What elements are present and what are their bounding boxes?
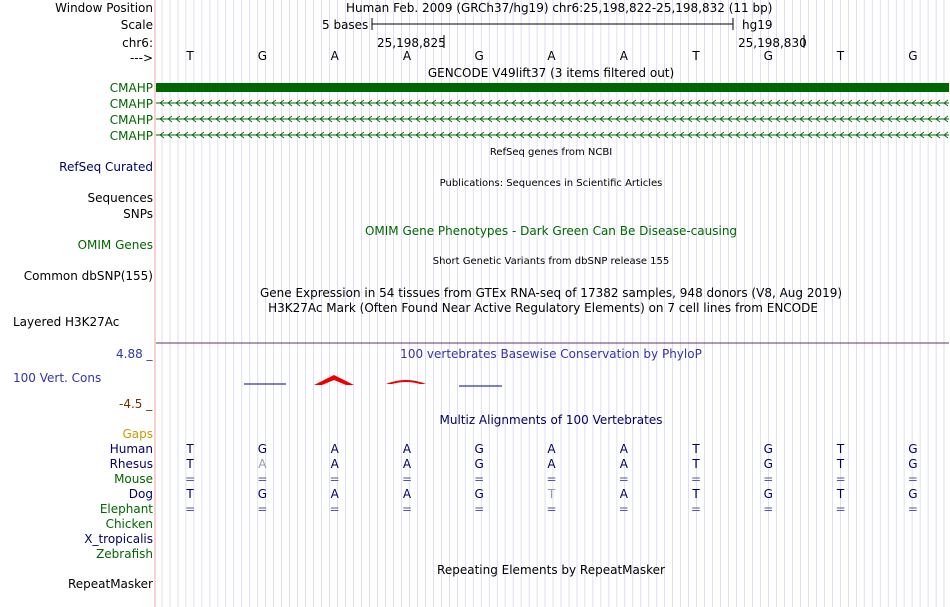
base-10: T xyxy=(836,49,845,63)
common-dbsnp-label[interactable]: Common dbSNP(155) xyxy=(23,269,153,283)
multiz-track-title[interactable]: Multiz Alignments of 100 Vertebrates xyxy=(439,413,663,427)
base-7: A xyxy=(619,49,628,63)
aligned-base: = xyxy=(474,502,485,516)
species-label-human[interactable]: Human xyxy=(109,442,153,456)
aligned-base: = xyxy=(401,472,413,486)
aligned-base: T xyxy=(836,487,845,501)
h3k27ac-track-title[interactable]: H3K27Ac Mark (Often Found Near Active Regulatory Elements) on 7 cell lines from ENCODE xyxy=(268,301,818,315)
aligned-base: T xyxy=(836,457,845,471)
aligned-base: = xyxy=(763,472,774,486)
aligned-base: = xyxy=(546,502,557,516)
gene-label-cmahp-1[interactable]: CMAHP xyxy=(109,81,153,95)
aligned-base: T xyxy=(186,457,194,471)
base-9: G xyxy=(763,49,773,63)
aligned-base: = xyxy=(329,502,340,516)
aligned-base: A xyxy=(330,442,339,456)
aligned-base: T xyxy=(186,442,194,456)
gene-label-cmahp-2[interactable]: CMAHP xyxy=(109,97,153,111)
base-11: G xyxy=(908,49,918,63)
snps-label[interactable]: SNPs xyxy=(123,207,153,221)
base-6: A xyxy=(547,49,556,63)
gene-bar-thick xyxy=(156,83,949,92)
aligned-base: T xyxy=(186,487,194,501)
species-label-mouse[interactable]: Mouse xyxy=(114,472,153,486)
aligned-base: T xyxy=(692,487,700,501)
aligned-base: G xyxy=(257,487,268,501)
aligned-base: T xyxy=(547,487,556,501)
aligned-base: = xyxy=(690,472,702,486)
conservation-track-title[interactable]: 100 vertebrates Basewise Conservation by PhyloP xyxy=(400,347,702,361)
aligned-base: G xyxy=(908,442,918,456)
aligned-base: = xyxy=(185,502,196,516)
repeatmasker-label[interactable]: RepeatMasker xyxy=(67,577,153,591)
repeatmasker-track-title[interactable]: Repeating Elements by RepeatMasker xyxy=(437,563,665,577)
aligned-base: = xyxy=(474,472,485,486)
gaps-label[interactable]: Gaps xyxy=(122,427,153,441)
position-left: 25,198,825 xyxy=(377,36,446,50)
aligned-base: T xyxy=(692,457,700,471)
aligned-base: = xyxy=(546,472,557,486)
position-right: 25,198,830 xyxy=(738,36,807,50)
window-position-label: Window Position xyxy=(55,1,153,15)
scale-label: Scale xyxy=(120,18,153,32)
aligned-base: = xyxy=(257,502,268,516)
aligned-base: A xyxy=(547,457,556,471)
aligned-base: = xyxy=(329,472,340,486)
aligned-base: G xyxy=(908,487,918,501)
omim-track-title[interactable]: OMIM Gene Phenotypes - Dark Green Can Be Disease-causing xyxy=(364,224,738,238)
aligned-base: T xyxy=(692,442,700,456)
species-label-chicken[interactable]: Chicken xyxy=(105,517,153,531)
base-5: G xyxy=(474,49,484,63)
gtex-track-title[interactable]: Gene Expression in 54 tissues from GTEx RNA-seq of 17382 samples, 948 donors (V8, Aug 2019) xyxy=(259,286,843,300)
base-4: A xyxy=(402,49,412,63)
aligned-base: G xyxy=(474,487,484,501)
aligned-base: = xyxy=(618,502,629,516)
aligned-base: = xyxy=(835,472,846,486)
cons-peak-1 xyxy=(314,375,354,385)
aligned-base: T xyxy=(836,442,845,456)
base-3: A xyxy=(330,49,339,63)
refseq-curated-label[interactable]: RefSeq Curated xyxy=(59,160,153,174)
publications-track-title[interactable]: Publications: Sequences in Scientific Articles xyxy=(439,178,663,189)
layered-h3k27ac-label[interactable]: Layered H3K27Ac xyxy=(13,315,120,329)
aligned-base: = xyxy=(907,472,918,486)
refseq-track-title[interactable]: RefSeq genes from NCBI xyxy=(489,147,613,158)
aligned-base: A xyxy=(619,487,628,501)
sequences-label[interactable]: Sequences xyxy=(87,191,153,205)
omim-genes-label[interactable]: OMIM Genes xyxy=(77,238,153,252)
aligned-base: = xyxy=(690,502,702,516)
aligned-base: G xyxy=(763,442,773,456)
base-1: T xyxy=(186,49,194,63)
aligned-base: = xyxy=(618,472,629,486)
aligned-base: A xyxy=(402,442,412,456)
gene-label-cmahp-4[interactable]: CMAHP xyxy=(109,129,153,143)
cons-peak-2 xyxy=(386,380,426,384)
conservation-min-value: -4.5 _ xyxy=(119,397,153,411)
aligned-base: A xyxy=(258,457,267,471)
strand-label: ---> xyxy=(129,51,153,65)
scale-db: hg19 xyxy=(742,18,773,32)
aligned-base: = xyxy=(763,502,774,516)
aligned-base: = xyxy=(185,472,196,486)
species-label-dog[interactable]: Dog xyxy=(128,487,153,501)
dbsnp-track-title[interactable]: Short Genetic Variants from dbSNP release 155 xyxy=(432,256,670,267)
aligned-base: = xyxy=(835,502,846,516)
gencode-track-title[interactable]: GENCODE V49lift37 (3 items filtered out) xyxy=(427,66,675,80)
aligned-base: = xyxy=(401,502,413,516)
aligned-base: A xyxy=(402,457,412,471)
conservation-max-value: 4.88 _ xyxy=(116,347,153,361)
aligned-base: A xyxy=(547,442,556,456)
chrom-label: chr6: xyxy=(122,36,153,50)
aligned-base: A xyxy=(330,487,339,501)
base-8: T xyxy=(692,49,700,63)
aligned-base: A xyxy=(402,487,412,501)
gene-label-cmahp-3[interactable]: CMAHP xyxy=(109,113,153,127)
aligned-base: G xyxy=(257,442,268,456)
aligned-base: G xyxy=(908,457,918,471)
aligned-base: G xyxy=(763,487,773,501)
aligned-base: G xyxy=(474,457,484,471)
vert-cons-label[interactable]: 100 Vert. Cons xyxy=(13,371,102,385)
aligned-base: A xyxy=(330,457,339,471)
window-position-value: Human Feb. 2009 (GRCh37/hg19) chr6:25,198,822-25,198,832 (11 bp) xyxy=(346,1,773,15)
species-label-zebrafish[interactable]: Zebrafish xyxy=(96,547,153,561)
species-label-x_tropicalis[interactable]: X_tropicalis xyxy=(84,532,153,546)
species-label-elephant[interactable]: Elephant xyxy=(99,502,153,516)
aligned-base: G xyxy=(474,442,484,456)
base-2: G xyxy=(257,49,268,63)
aligned-base: = xyxy=(257,472,268,486)
aligned-base: A xyxy=(619,457,628,471)
scale-text: 5 bases xyxy=(322,18,369,32)
species-label-rhesus[interactable]: Rhesus xyxy=(109,457,153,471)
aligned-base: A xyxy=(619,442,628,456)
aligned-base: G xyxy=(763,457,773,471)
aligned-base: = xyxy=(907,502,918,516)
